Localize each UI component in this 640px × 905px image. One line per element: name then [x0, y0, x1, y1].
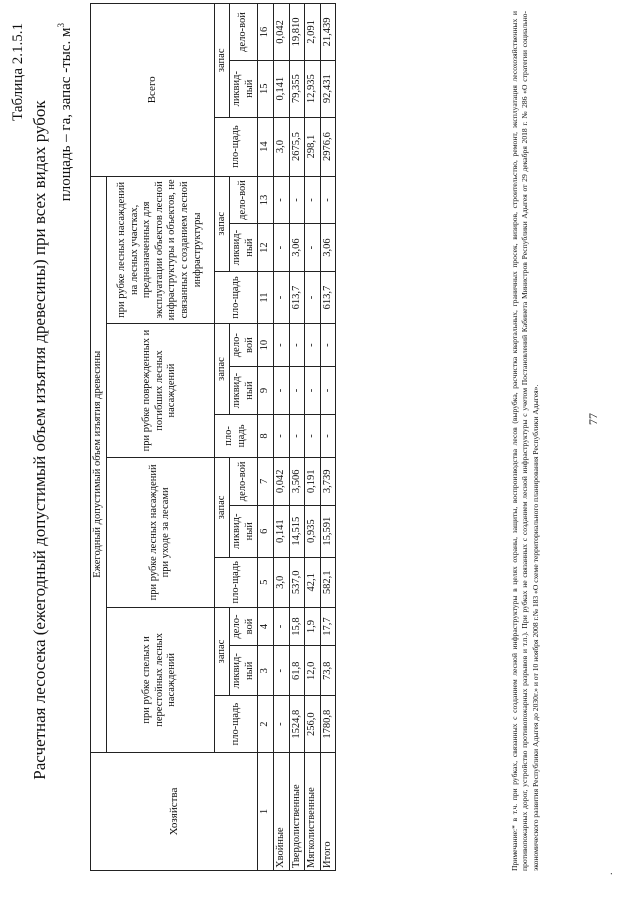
sub-business-5: дело-вой — [230, 4, 258, 61]
table-cell: 12,935 — [305, 60, 321, 117]
table-cell: - — [273, 696, 289, 753]
sub-stock-4: запас — [214, 176, 230, 271]
table-row — [305, 4, 321, 871]
table-cell: - — [305, 367, 321, 415]
table-cell: 0,141 — [273, 60, 289, 117]
table-cell: 0,141 — [273, 505, 289, 557]
table-title: Расчетная лесосека (ежегодный допустимый объем изъятия древесины) при всех видах рубок — [30, 100, 49, 780]
stray-mark: . — [604, 872, 615, 875]
table-cell: 582,1 — [320, 557, 336, 607]
sub-business-2: дело-вой — [230, 457, 258, 505]
table-cell: 79,355 — [289, 60, 305, 117]
table-cell: - — [305, 324, 321, 367]
column-number: 15 — [258, 60, 274, 117]
sub-area-2: пло-щадь — [214, 557, 258, 607]
table-cell: - — [320, 414, 336, 457]
table-cell: - — [289, 367, 305, 415]
data-table — [90, 3, 336, 871]
table-cell: - — [273, 607, 289, 646]
header-total: Всего — [91, 4, 215, 177]
table-cell: - — [320, 367, 336, 415]
table-cell: - — [273, 271, 289, 323]
table-cell: 613,7 — [320, 271, 336, 323]
page-number: 77 — [586, 413, 600, 425]
table-cell: 0,191 — [305, 457, 321, 505]
column-number: 12 — [258, 224, 274, 272]
table-row — [320, 4, 336, 871]
sub-liquid-4: ликвид-ный — [230, 224, 258, 272]
table-cell: 15,591 — [320, 505, 336, 557]
group-mature-header: при рубке спелых и перестойных лесных насаждений — [106, 607, 214, 752]
sub-area-3: пло-щадь — [214, 414, 258, 457]
column-number: 6 — [258, 505, 274, 557]
table-cell: - — [273, 176, 289, 224]
table-cell: - — [305, 224, 321, 272]
table-cell: 2,091 — [305, 4, 321, 61]
table-cell: 92,431 — [320, 60, 336, 117]
group-thinning-header: при рубке лесных насаждений при уходе за лесами — [106, 457, 214, 607]
table-cell: 3,506 — [289, 457, 305, 505]
table-cell: 42,1 — [305, 557, 321, 607]
table-cell: 3,0 — [273, 557, 289, 607]
table-cell: - — [305, 176, 321, 224]
row-label: Мягколиственные — [305, 752, 321, 870]
table-cell: - — [273, 414, 289, 457]
table-cell: 537,0 — [289, 557, 305, 607]
table-cell: 0,042 — [273, 457, 289, 505]
column-number: 14 — [258, 117, 274, 176]
sub-business-3: дело-вой — [230, 324, 258, 367]
table-cell: 1780,8 — [320, 696, 336, 753]
sub-stock-3: запас — [214, 324, 230, 415]
column-number: 11 — [258, 271, 274, 323]
sub-liquid-3: ликвид-ный — [230, 367, 258, 415]
sub-stock-5: запас — [214, 4, 230, 118]
table-cell: - — [273, 224, 289, 272]
column-number: 3 — [258, 646, 274, 696]
table-cell: 61,8 — [289, 646, 305, 696]
table-cell: - — [273, 646, 289, 696]
table-cell: - — [289, 176, 305, 224]
row-label: Итого — [320, 752, 336, 870]
table-cell: 17,7 — [320, 607, 336, 646]
table-cell: 14,515 — [289, 505, 305, 557]
sub-stock-2: запас — [214, 457, 230, 557]
table-row — [289, 4, 305, 871]
table-cell: 0,935 — [305, 505, 321, 557]
sub-stock-1: запас — [214, 607, 230, 696]
table-cell: - — [289, 324, 305, 367]
table-cell: 3,06 — [320, 224, 336, 272]
allowable-cut-table — [90, 3, 336, 871]
table-cell: - — [273, 367, 289, 415]
sub-area-4: пло-щадь — [214, 271, 258, 323]
row-label: Хвойные — [273, 752, 289, 870]
table-cell: 12,0 — [305, 646, 321, 696]
table-cell: - — [320, 324, 336, 367]
sub-liquid-1: ликвид-ный — [230, 646, 258, 696]
header-farm: Хозяйства — [91, 752, 258, 870]
sub-area-1: пло-щадь — [214, 696, 258, 753]
header-group: Ежегодный допустимый объем изъятия древесины — [91, 176, 107, 752]
table-cell: - — [305, 414, 321, 457]
column-number: 5 — [258, 557, 274, 607]
sub-business-4: дело-вой — [230, 176, 258, 224]
column-number-row — [258, 4, 274, 871]
table-cell: - — [289, 414, 305, 457]
column-number: 16 — [258, 4, 274, 61]
sub-business-1: дело-вой — [230, 607, 258, 646]
table-cell: 3,0 — [273, 117, 289, 176]
column-number: 9 — [258, 367, 274, 415]
table-cell: 3,739 — [320, 457, 336, 505]
row-label: Твердолиственные — [289, 752, 305, 870]
footnote: Примечание:* в т.ч. при рубках, связанных с созданием лесной инфраструктуры в целях охраны, защиты, воспроизводства лесов (вырубка, расчистка квартальных, граничных просек, визиров, строительство, ремонт, эксплуатация лесохозяйственных и противопожарных дорог, устройство противопожарных разрывов и т.п.). При рубках не связанных с созданием лесной инфраструктуры с учетом Постановлений Кабинета Министров Республики Адыгея от 29 декабря 2018 г. № 286 «О стратегии социально-экономического развития Республики Адыгея до 2030г.» и от 10 ноября 2008 г.№ 183 «О схеме территориального планирования Республики Адыгея». — [510, 11, 540, 871]
column-number: 7 — [258, 457, 274, 505]
sub-area-5: пло-щадь — [214, 117, 258, 176]
sub-liquid-2: ликвид-ный — [230, 505, 258, 557]
table-cell: 1,9 — [305, 607, 321, 646]
table-cell: 613,7 — [289, 271, 305, 323]
column-number: 2 — [258, 696, 274, 753]
table-cell: 2675,5 — [289, 117, 305, 176]
table-row — [273, 4, 289, 871]
table-cell: 19,810 — [289, 4, 305, 61]
table-cell: 256,0 — [305, 696, 321, 753]
group-damaged-header: при рубке поврежденных и погибших лесных насаждений — [106, 324, 214, 458]
table-cell: 298,1 — [305, 117, 321, 176]
table-cell: 2976,6 — [320, 117, 336, 176]
units-caption: площадь – га, запас -тыс. $м^3$ — [56, 23, 74, 202]
table-cell: 3,06 — [289, 224, 305, 272]
column-number: 4 — [258, 607, 274, 646]
table-cell: 21,439 — [320, 4, 336, 61]
sub-liquid-5: ликвид-ный — [230, 60, 258, 117]
table-cell: - — [305, 271, 321, 323]
table-cell: - — [273, 324, 289, 367]
column-number: 10 — [258, 324, 274, 367]
table-number: Таблица 2.1.5.1 — [10, 23, 26, 121]
table-cell: 1524,8 — [289, 696, 305, 753]
table-body — [273, 4, 335, 871]
column-number: 8 — [258, 414, 274, 457]
column-number: 13 — [258, 176, 274, 224]
table-cell: 73,8 — [320, 646, 336, 696]
group-infrastructure-header: при рубке лесных насаждений на лесных участках, предназначенных для эксплуатации объектов лесной инфраструктуры и объектов, не связанных с созданием лесной инфраструктуры — [106, 176, 214, 324]
table-cell: 15,8 — [289, 607, 305, 646]
column-number: 1 — [258, 752, 274, 870]
table-cell: - — [320, 176, 336, 224]
table-cell: 0,042 — [273, 4, 289, 61]
